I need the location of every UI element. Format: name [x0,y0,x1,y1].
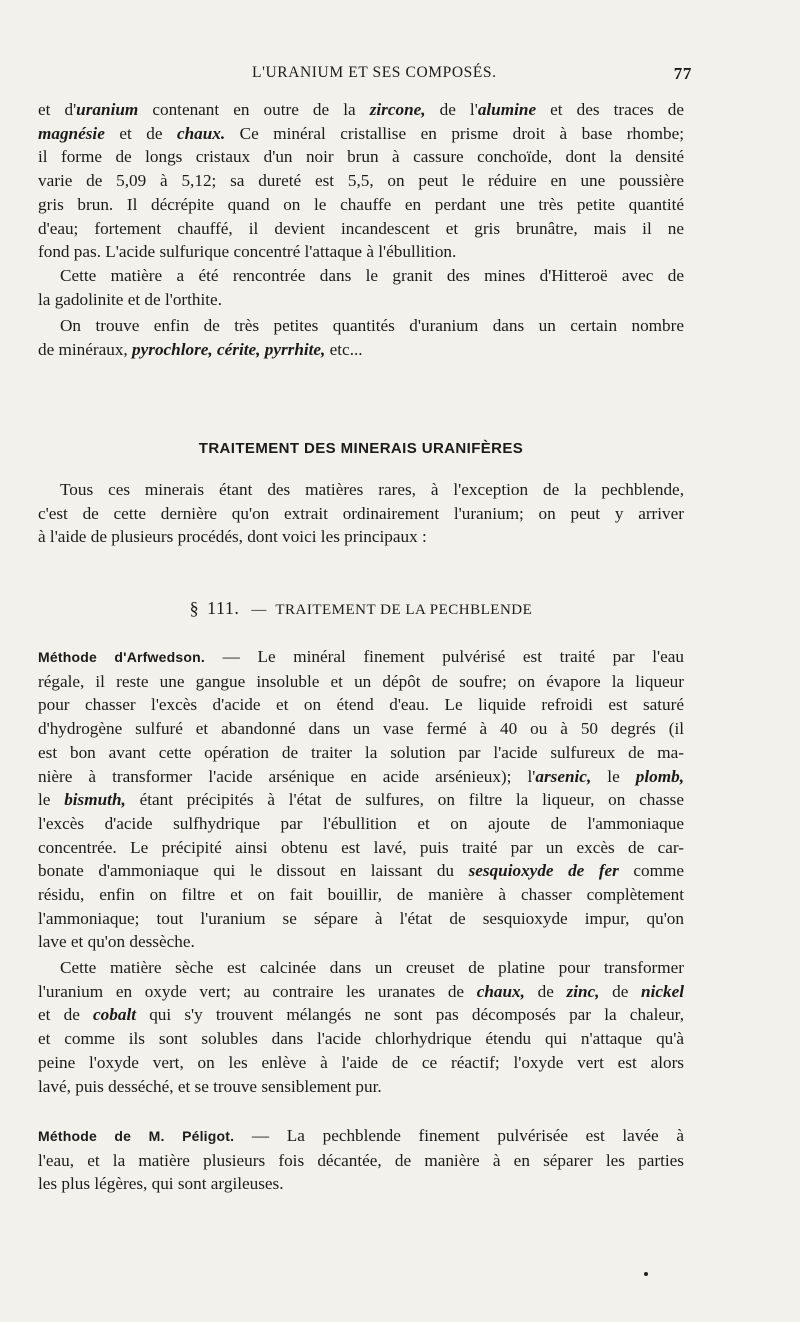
text-line: varie de 5,09 à 5,12; sa dureté est 5,5, on peut le réduire en une poussière [38,171,684,191]
paragraph-minerals-2 [38,264,684,311]
text-line: pour chasser l'excès d'acide et on étend d'eau. Le liquide refroidi est saturé [38,695,684,715]
text-line: et de cobalt qui s'y trouvent mélangés ne sont pas décomposés par la chaleur, [38,1005,684,1025]
running-head [38,62,692,86]
text-line: fond pas. L'acide sulfurique concentré l'attaque à l'ébullition. [38,242,457,262]
text-line: est bon avant cette opération de traiter la solution par l'acide sulfureux de ma- [38,742,684,762]
text-line: l'eau, et la matière plusieurs fois décantée, de manière à en séparer les parties [38,1150,684,1170]
subsection-dash: — [251,602,267,618]
text-line: Méthode d'Arfwedson. — Le minéral finement pulvérisé est traité par l'eau [38,647,684,666]
text-line: les plus légères, qui sont argileuses. [38,1174,284,1194]
subsection-heading [38,598,684,619]
text-line: nière à transformer l'acide arsénique en acide arsénieux); l'arsenic, le plomb, [38,766,685,786]
text-line: d'eau; fortement chauffé, il devient incandescent et gris brunâtre, mais il ne [38,218,684,238]
text-line: Méthode de M. Péligot. — La pechblende finement pulvérisée est lavée à [38,1126,684,1145]
page-number: 77 [673,64,692,83]
paragraph-arfwedson [38,645,684,954]
text-line: d'hydrogène sulfuré et abandonné dans un vase fermé à 40 ou à 50 degrés (il [38,719,684,739]
text-line: Tous ces minerais étant des matières rares, à l'exception de la pechblende, [60,480,684,499]
ink-speck [644,1272,648,1276]
paragraph-minerals-3 [38,314,684,361]
paragraph-peligot [38,1124,684,1196]
text-line: On trouve enfin de très petites quantités d'uranium dans un certain nombre [60,316,684,335]
text-line: résidu, enfin on filtre et on fait bouillir, de manière à chasser complètement [38,885,684,905]
text-line: concentrée. Le précipité ainsi obtenu est lavé, puis traité par un excès de car- [38,837,684,857]
text-line: Cette matière sèche est calcinée dans un creuset de platine pour transformer [60,958,684,977]
subsection-title: TRAITEMENT DE LA PECHBLENDE [275,602,533,618]
text-line: régale, il reste une gangue insoluble et un dépôt de soufre; on évapore la liqueur [38,671,684,691]
text-line: l'ammoniaque; tout l'uranium se sépare à l'état de sesquioxyde impur, qu'on [38,908,684,928]
text-line: l'uranium en oxyde vert; au contraire les uranates de chaux, de zinc, de nickel [38,981,684,1001]
text-line: magnésie et de chaux. Ce minéral cristallise en prisme droit à base rhombe; [38,123,684,143]
text-line: et comme ils sont solubles dans l'acide chlorhydrique étendu qui n'attaque qu'à [38,1029,684,1049]
running-title: L'URANIUM ET SES COMPOSÉS. [252,64,497,81]
text-line: gris brun. Il décrépite quand on le chauffe en perdant une très petite quantité [38,194,684,214]
text-line: lavé, puis desséché, et se trouve sensiblement pur. [38,1076,382,1096]
text-line: à l'aide de plusieurs procédés, dont voici les principaux : [38,527,427,547]
text-line: peine l'oxyde vert, on les enlève à l'aide de ce réactif; l'oxyde vert est alors [38,1052,684,1072]
text-line: lave et qu'on dessèche. [38,932,195,952]
method-label: Méthode de M. Péligot. [38,1128,235,1144]
text-line: il forme de longs cristaux d'un noir brun à cassure conchoïde, dont la densité [38,147,684,167]
text-line: c'est de cette dernière qu'on extrait ordinairement l'uranium; on peut y arriver [38,503,684,523]
text-line: bonate d'ammoniaque qui le dissout en laissant du sesquioxyde de fer comme [38,861,684,881]
text-line: le bismuth, étant précipités à l'état de sulfures, on filtre la liqueur, on chasse [38,790,684,810]
paragraph-intro [38,478,684,549]
subsection-number: 111. [207,598,240,618]
section-heading: TRAITEMENT DES MINERAIS URANIFÈRES [198,440,524,457]
paragraph-calcination [38,956,684,1098]
text-line: l'excès d'acide sulfhydrique par l'ébullition et on ajoute de l'ammoniaque [38,813,684,833]
text-line: Cette matière a été rencontrée dans le granit des mines d'Hitteroë avec de [60,266,684,285]
paragraph-minerals-1 [38,98,684,264]
text-line: et d'uranium contenant en outre de la zircone, de l'alumine et des traces de [38,100,684,119]
method-label: Méthode d'Arfwedson. [38,649,205,665]
text-line: la gadolinite et de l'orthite. [38,289,222,309]
text-line: de minéraux, pyrochlore, cérite, pyrrhite, etc... [38,339,363,359]
section-symbol: § [189,598,200,618]
